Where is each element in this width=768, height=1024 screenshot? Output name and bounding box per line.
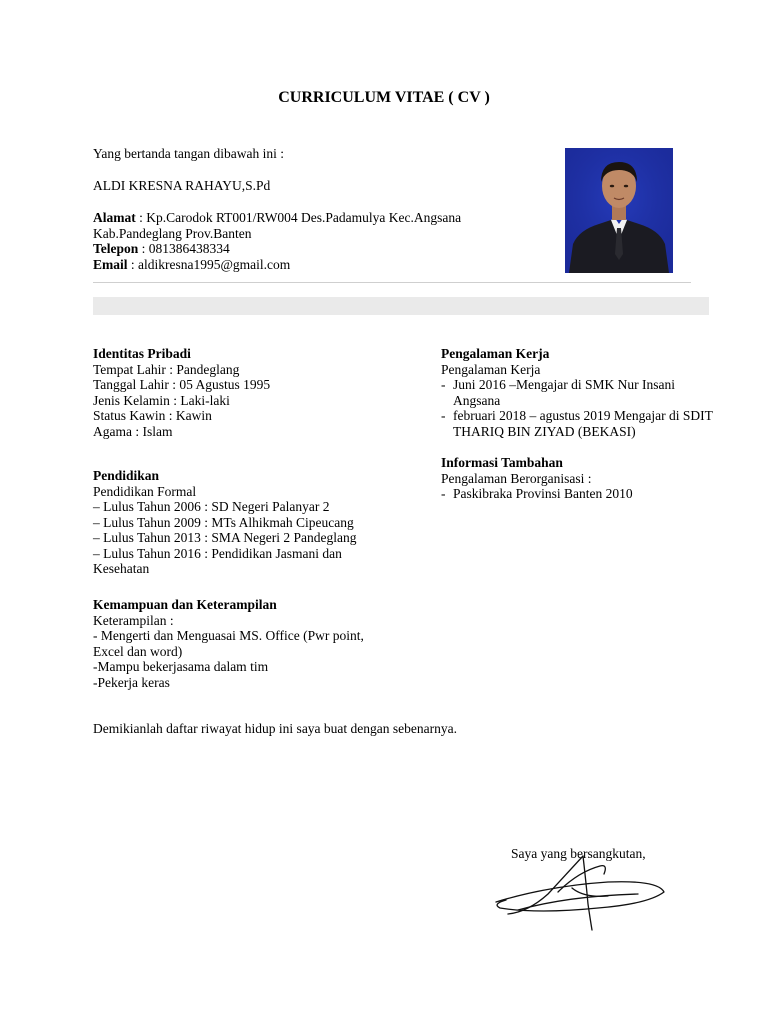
pengalaman-subheading: Pengalaman Kerja bbox=[441, 361, 541, 377]
closing-statement: Demikianlah daftar riwayat hidup ini saya buat dengan sebenarnya. bbox=[93, 721, 457, 736]
kemampuan-heading: Kemampuan dan Keterampilan bbox=[93, 597, 277, 612]
pendidikan-line: – Lulus Tahun 2009 : MTs Alhikmah Cipeucang bbox=[93, 514, 354, 530]
email-line bbox=[93, 257, 461, 273]
address-line-1 bbox=[93, 210, 461, 226]
pengalaman-section bbox=[441, 346, 713, 439]
pengalaman-item bbox=[441, 377, 713, 408]
bullet-marker: - bbox=[441, 408, 446, 423]
bullet-marker: - bbox=[441, 486, 446, 501]
pendidikan-line: – Lulus Tahun 2013 : SMA Negeri 2 Pandeglang bbox=[93, 530, 357, 545]
pengalaman-heading: Pengalaman Kerja bbox=[441, 346, 550, 361]
pengalaman-item-line: THARIQ BIN ZIYAD (BEKASI) bbox=[453, 423, 636, 439]
address-line-2: Kab.Pandeglang Prov.Banten bbox=[93, 225, 252, 241]
email-label: Email bbox=[93, 256, 128, 272]
informasi-heading: Informasi Tambahan bbox=[441, 455, 563, 470]
kemampuan-line: Excel dan word) bbox=[93, 643, 183, 659]
applicant-name: ALDI KRESNA RAHAYU,S.Pd bbox=[93, 178, 271, 193]
phone-line bbox=[93, 241, 461, 257]
document-title: CURRICULUM VITAE ( CV ) bbox=[278, 89, 490, 106]
kemampuan-line: -Mampu bekerjasama dalam tim bbox=[93, 659, 269, 674]
pendidikan-line: Kesehatan bbox=[93, 561, 150, 576]
identitas-line: Agama : Islam bbox=[93, 423, 173, 439]
pendidikan-line: – Lulus Tahun 2006 : SD Negeri Palanyar 2 bbox=[93, 499, 330, 514]
pengalaman-item-line: Angsana bbox=[453, 392, 501, 408]
kemampuan-line: -Pekerja keras bbox=[93, 674, 170, 690]
signature bbox=[488, 852, 668, 934]
pengalaman-item bbox=[441, 408, 713, 439]
kemampuan-line: Keterampilan : bbox=[93, 612, 174, 628]
address-value: : Kp.Carodok RT001/RW004 Des.Padamulya Kec.Angsana bbox=[135, 210, 462, 225]
phone-value: : 081386438334 bbox=[138, 241, 230, 256]
informasi-subheading: Pengalaman Berorganisasi : bbox=[441, 470, 592, 486]
identitas-line: Tempat Lahir : Pandeglang bbox=[93, 361, 240, 377]
section-bar bbox=[93, 297, 709, 315]
informasi-section bbox=[441, 455, 633, 502]
pengalaman-item-line: februari 2018 – agustus 2019 Mengajar di SDIT bbox=[453, 408, 713, 423]
phone-label: Telepon bbox=[93, 241, 139, 256]
identitas-line: Jenis Kelamin : Laki-laki bbox=[93, 392, 230, 408]
signature-label: Saya yang bersangkutan, bbox=[511, 846, 646, 861]
bullet-marker: - bbox=[441, 377, 446, 392]
kemampuan-section bbox=[93, 597, 364, 690]
informasi-item-line: Paskibraka Provinsi Banten 2010 bbox=[453, 486, 633, 501]
pengalaman-item-line: Juni 2016 –Mengajar di SMK Nur Insani bbox=[453, 377, 675, 392]
header-divider bbox=[93, 282, 691, 283]
identitas-section bbox=[93, 346, 270, 439]
pendidikan-section bbox=[93, 468, 357, 577]
contact-block bbox=[93, 210, 461, 272]
kemampuan-line: - Mengerti dan Menguasai MS. Office (Pwr point, bbox=[93, 628, 364, 643]
intro-text: Yang bertanda tangan dibawah ini : bbox=[93, 146, 284, 161]
email-value: : aldikresna1995@gmail.com bbox=[127, 256, 291, 272]
identitas-heading: Identitas Pribadi bbox=[93, 346, 191, 361]
pendidikan-heading: Pendidikan bbox=[93, 468, 160, 483]
profile-photo bbox=[565, 148, 673, 273]
informasi-item bbox=[441, 486, 633, 502]
address-label: Alamat bbox=[93, 210, 136, 225]
identitas-line: Status Kawin : Kawin bbox=[93, 408, 212, 423]
pendidikan-subheading: Pendidikan Formal bbox=[93, 483, 197, 499]
identitas-line: Tanggal Lahir : 05 Agustus 1995 bbox=[93, 377, 271, 392]
pendidikan-line: – Lulus Tahun 2016 : Pendidikan Jasmani dan bbox=[93, 545, 342, 561]
